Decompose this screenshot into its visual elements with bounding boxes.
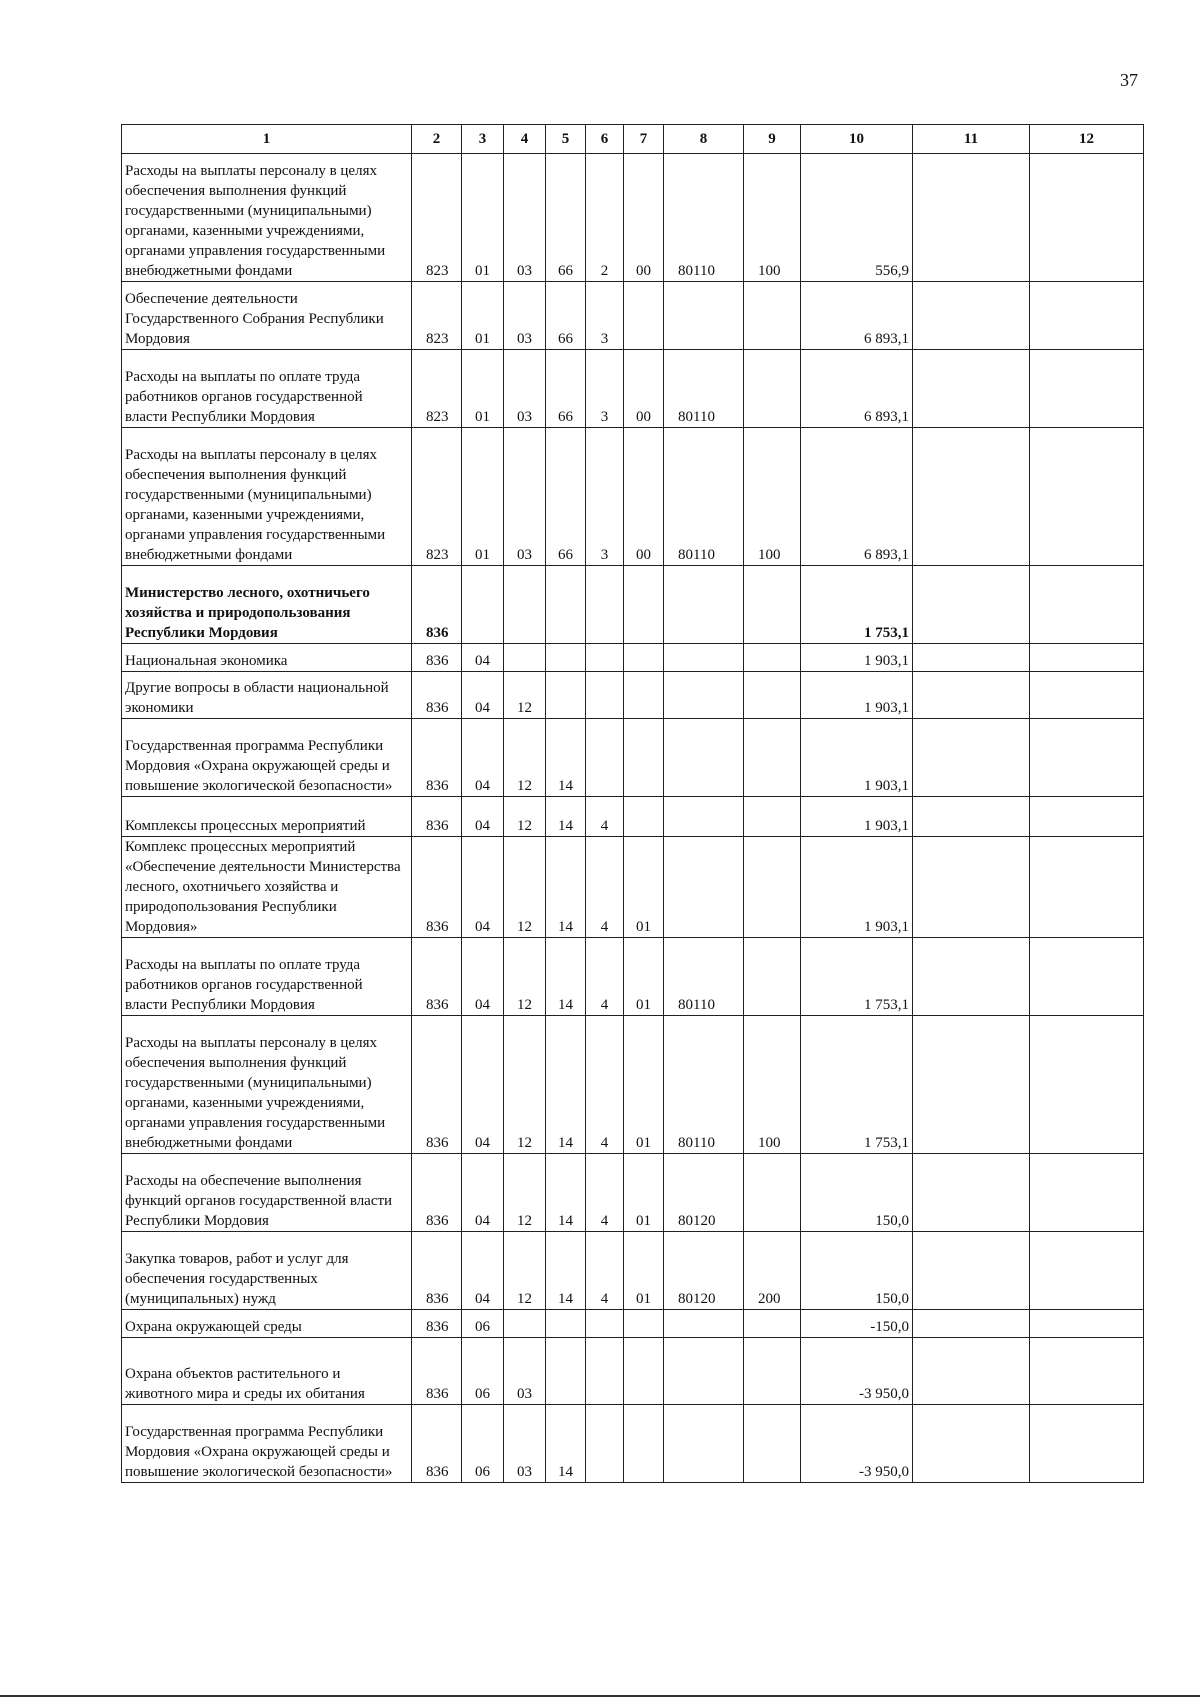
- row-label: Расходы на обеспечение выполнения функций органов государственной власти Республики Мордовия: [122, 1154, 412, 1232]
- table-row: [122, 1310, 1144, 1338]
- code-event: [624, 1338, 664, 1405]
- col-11: [913, 1338, 1030, 1405]
- code-expense-type: [744, 938, 801, 1016]
- row-label: Расходы на выплаты по оплате труда работников органов государственной власти Республики Мордовия: [122, 938, 412, 1016]
- code-chief-admin: 836: [412, 1232, 462, 1310]
- code-event: 01: [624, 938, 664, 1016]
- col-12: [1030, 672, 1144, 719]
- code-direction: [664, 644, 744, 672]
- code-subprogram: 4: [586, 938, 624, 1016]
- col-11: [913, 428, 1030, 566]
- table-row: [122, 672, 1144, 719]
- code-program: 66: [546, 154, 586, 282]
- col-12: [1030, 428, 1144, 566]
- code-subsection: 12: [504, 1232, 546, 1310]
- code-expense-type: 200: [744, 1232, 801, 1310]
- col-11: [913, 837, 1030, 938]
- code-chief-admin: 823: [412, 350, 462, 428]
- table-row: [122, 938, 1144, 1016]
- code-program: 14: [546, 837, 586, 938]
- amount: 1 753,1: [801, 566, 913, 644]
- table-row: [122, 350, 1144, 428]
- code-program: 14: [546, 797, 586, 837]
- code-event: 00: [624, 428, 664, 566]
- code-event: [624, 644, 664, 672]
- code-subprogram: [586, 566, 624, 644]
- code-program: [546, 644, 586, 672]
- code-direction: [664, 797, 744, 837]
- amount: -3 950,0: [801, 1338, 913, 1405]
- amount: 1 903,1: [801, 644, 913, 672]
- col-12: [1030, 1405, 1144, 1483]
- code-subprogram: [586, 1338, 624, 1405]
- header-cell: 8: [664, 125, 744, 154]
- code-program: 66: [546, 350, 586, 428]
- code-chief-admin: 836: [412, 566, 462, 644]
- code-section: 04: [462, 1016, 504, 1154]
- code-expense-type: [744, 797, 801, 837]
- code-chief-admin: 836: [412, 644, 462, 672]
- row-label: Государственная программа Республики Мордовия «Охрана окружающей среды и повышение экологической безопасности»: [122, 1405, 412, 1483]
- col-11: [913, 282, 1030, 350]
- code-expense-type: 100: [744, 428, 801, 566]
- col-12: [1030, 1310, 1144, 1338]
- code-subsection: 03: [504, 428, 546, 566]
- col-12: [1030, 719, 1144, 797]
- code-event: 01: [624, 1016, 664, 1154]
- table-row: [122, 154, 1144, 282]
- col-11: [913, 644, 1030, 672]
- code-direction: 80110: [664, 154, 744, 282]
- col-12: [1030, 350, 1144, 428]
- row-label: Государственная программа Республики Мордовия «Охрана окружающей среды и повышение экологической безопасности»: [122, 719, 412, 797]
- col-11: [913, 1016, 1030, 1154]
- code-direction: 80110: [664, 938, 744, 1016]
- code-program: 14: [546, 1232, 586, 1310]
- code-program: 14: [546, 1405, 586, 1483]
- col-12: [1030, 1016, 1144, 1154]
- col-11: [913, 566, 1030, 644]
- code-program: 14: [546, 1154, 586, 1232]
- code-direction: [664, 719, 744, 797]
- row-label: Обеспечение деятельности Государственного Собрания Республики Мордовия: [122, 282, 412, 350]
- code-direction: [664, 1338, 744, 1405]
- code-subsection: 03: [504, 1405, 546, 1483]
- col-12: [1030, 282, 1144, 350]
- amount: 1 903,1: [801, 719, 913, 797]
- amount: 1 903,1: [801, 797, 913, 837]
- code-subprogram: 4: [586, 1154, 624, 1232]
- code-expense-type: [744, 672, 801, 719]
- col-12: [1030, 644, 1144, 672]
- row-label: Охрана объектов растительного и животного мира и среды их обитания: [122, 1338, 412, 1405]
- code-subprogram: 4: [586, 1232, 624, 1310]
- row-label: Расходы на выплаты персоналу в целях обеспечения выполнения функций государственными (муниципальными) органами, казенными учреждениями, органами управления государственными внебюджетными фондами: [122, 154, 412, 282]
- row-label: Комплекс процессных мероприятий «Обеспечение деятельности Министерства лесного, охотничьего хозяйства и природопользования Республики Мордовия»: [122, 837, 412, 938]
- code-chief-admin: 836: [412, 1310, 462, 1338]
- code-section: [462, 566, 504, 644]
- table-row: [122, 1016, 1144, 1154]
- amount: 6 893,1: [801, 350, 913, 428]
- code-event: [624, 566, 664, 644]
- code-section: 04: [462, 719, 504, 797]
- table-row: [122, 1405, 1144, 1483]
- code-subprogram: 4: [586, 837, 624, 938]
- code-event: 01: [624, 1232, 664, 1310]
- col-11: [913, 1232, 1030, 1310]
- code-event: 01: [624, 837, 664, 938]
- code-direction: 80110: [664, 1016, 744, 1154]
- code-section: 01: [462, 350, 504, 428]
- row-label: Закупка товаров, работ и услуг для обеспечения государственных (муниципальных) нужд: [122, 1232, 412, 1310]
- code-program: [546, 1338, 586, 1405]
- table-row: [122, 1338, 1144, 1405]
- header-row: [122, 125, 1144, 154]
- scan-edge-line: [0, 1695, 1200, 1697]
- amount: 1 903,1: [801, 837, 913, 938]
- code-subprogram: 3: [586, 428, 624, 566]
- code-event: 01: [624, 1154, 664, 1232]
- code-event: [624, 797, 664, 837]
- code-subsection: 12: [504, 837, 546, 938]
- code-chief-admin: 836: [412, 1405, 462, 1483]
- row-label: Министерство лесного, охотничьего хозяйства и природопользования Республики Мордовия: [122, 566, 412, 644]
- code-section: 06: [462, 1310, 504, 1338]
- code-subprogram: 3: [586, 350, 624, 428]
- code-expense-type: [744, 1154, 801, 1232]
- code-subsection: 03: [504, 282, 546, 350]
- code-direction: [664, 1405, 744, 1483]
- code-program: [546, 566, 586, 644]
- code-direction: [664, 1310, 744, 1338]
- code-event: [624, 1405, 664, 1483]
- code-expense-type: [744, 282, 801, 350]
- code-subsection: 03: [504, 350, 546, 428]
- header-cell: 12: [1030, 125, 1144, 154]
- col-12: [1030, 1154, 1144, 1232]
- code-chief-admin: 836: [412, 719, 462, 797]
- col-12: [1030, 1338, 1144, 1405]
- code-event: [624, 282, 664, 350]
- code-program: 66: [546, 282, 586, 350]
- table-row: [122, 1154, 1144, 1232]
- code-expense-type: [744, 644, 801, 672]
- code-direction: 80110: [664, 428, 744, 566]
- col-11: [913, 719, 1030, 797]
- code-direction: [664, 837, 744, 938]
- code-event: [624, 672, 664, 719]
- budget-table: [121, 124, 1144, 1483]
- amount: 150,0: [801, 1232, 913, 1310]
- code-subsection: [504, 566, 546, 644]
- amount: -150,0: [801, 1310, 913, 1338]
- code-event: [624, 719, 664, 797]
- code-chief-admin: 836: [412, 797, 462, 837]
- code-direction: [664, 282, 744, 350]
- code-subsection: 12: [504, 797, 546, 837]
- header-cell: 4: [504, 125, 546, 154]
- code-subsection: 03: [504, 154, 546, 282]
- code-subsection: [504, 644, 546, 672]
- col-12: [1030, 1232, 1144, 1310]
- col-11: [913, 797, 1030, 837]
- code-event: 00: [624, 350, 664, 428]
- code-subprogram: 3: [586, 282, 624, 350]
- header-cell: 5: [546, 125, 586, 154]
- col-12: [1030, 797, 1144, 837]
- table-row: [122, 644, 1144, 672]
- code-program: [546, 672, 586, 719]
- amount: 150,0: [801, 1154, 913, 1232]
- page-number: 37: [1120, 70, 1138, 90]
- code-section: 01: [462, 428, 504, 566]
- code-subprogram: 4: [586, 797, 624, 837]
- code-subprogram: [586, 719, 624, 797]
- code-subsection: 12: [504, 1016, 546, 1154]
- code-subsection: 12: [504, 1154, 546, 1232]
- code-section: 01: [462, 154, 504, 282]
- col-12: [1030, 837, 1144, 938]
- code-chief-admin: 836: [412, 672, 462, 719]
- row-label: Комплексы процессных мероприятий: [122, 797, 412, 837]
- code-chief-admin: 823: [412, 154, 462, 282]
- row-label: Национальная экономика: [122, 644, 412, 672]
- header-cell: 11: [913, 125, 1030, 154]
- table-row: [122, 719, 1144, 797]
- code-section: 04: [462, 672, 504, 719]
- table-row: [122, 428, 1144, 566]
- col-11: [913, 1154, 1030, 1232]
- code-expense-type: 100: [744, 1016, 801, 1154]
- code-program: 14: [546, 938, 586, 1016]
- code-expense-type: [744, 1310, 801, 1338]
- col-12: [1030, 154, 1144, 282]
- code-subprogram: [586, 1310, 624, 1338]
- code-expense-type: 100: [744, 154, 801, 282]
- code-chief-admin: 836: [412, 837, 462, 938]
- code-section: 04: [462, 1154, 504, 1232]
- code-expense-type: [744, 837, 801, 938]
- amount: 6 893,1: [801, 428, 913, 566]
- header-cell: 1: [122, 125, 412, 154]
- code-expense-type: [744, 1338, 801, 1405]
- code-chief-admin: 836: [412, 938, 462, 1016]
- code-chief-admin: 823: [412, 282, 462, 350]
- amount: 556,9: [801, 154, 913, 282]
- code-program: 14: [546, 719, 586, 797]
- code-section: 01: [462, 282, 504, 350]
- code-program: [546, 1310, 586, 1338]
- header-cell: 10: [801, 125, 913, 154]
- code-section: 04: [462, 938, 504, 1016]
- code-event: 00: [624, 154, 664, 282]
- code-direction: [664, 566, 744, 644]
- code-subsection: 12: [504, 719, 546, 797]
- row-label: Охрана окружающей среды: [122, 1310, 412, 1338]
- code-section: 06: [462, 1338, 504, 1405]
- code-section: 04: [462, 1232, 504, 1310]
- header-cell: 6: [586, 125, 624, 154]
- row-label: Другие вопросы в области национальной экономики: [122, 672, 412, 719]
- col-11: [913, 1405, 1030, 1483]
- row-label: Расходы на выплаты персоналу в целях обеспечения выполнения функций государственными (муниципальными) органами, казенными учреждениями, органами управления государственными внебюджетными фондами: [122, 428, 412, 566]
- code-subprogram: 2: [586, 154, 624, 282]
- col-11: [913, 938, 1030, 1016]
- code-expense-type: [744, 566, 801, 644]
- amount: 1 903,1: [801, 672, 913, 719]
- code-section: 04: [462, 797, 504, 837]
- code-direction: 80110: [664, 350, 744, 428]
- col-11: [913, 154, 1030, 282]
- code-subsection: 12: [504, 672, 546, 719]
- code-section: 04: [462, 837, 504, 938]
- table-row: [122, 282, 1144, 350]
- table-row: [122, 797, 1144, 837]
- row-label: Расходы на выплаты персоналу в целях обеспечения выполнения функций государственными (муниципальными) органами, казенными учреждениями, органами управления государственными внебюджетными фондами: [122, 1016, 412, 1154]
- code-expense-type: [744, 350, 801, 428]
- code-subprogram: [586, 1405, 624, 1483]
- code-subprogram: 4: [586, 1016, 624, 1154]
- code-subsection: 12: [504, 938, 546, 1016]
- code-direction: 80120: [664, 1154, 744, 1232]
- code-expense-type: [744, 719, 801, 797]
- code-chief-admin: 823: [412, 428, 462, 566]
- code-section: 04: [462, 644, 504, 672]
- code-subsection: [504, 1310, 546, 1338]
- col-11: [913, 350, 1030, 428]
- row-label: Расходы на выплаты по оплате труда работников органов государственной власти Республики Мордовия: [122, 350, 412, 428]
- header-cell: 7: [624, 125, 664, 154]
- code-chief-admin: 836: [412, 1154, 462, 1232]
- header-cell: 3: [462, 125, 504, 154]
- code-chief-admin: 836: [412, 1338, 462, 1405]
- col-11: [913, 672, 1030, 719]
- code-expense-type: [744, 1405, 801, 1483]
- amount: 1 753,1: [801, 938, 913, 1016]
- code-subprogram: [586, 672, 624, 719]
- code-direction: [664, 672, 744, 719]
- table-row: [122, 566, 1144, 644]
- code-direction: 80120: [664, 1232, 744, 1310]
- code-section: 06: [462, 1405, 504, 1483]
- table-body: [122, 154, 1144, 1483]
- header-cell: 9: [744, 125, 801, 154]
- col-11: [913, 1310, 1030, 1338]
- col-12: [1030, 566, 1144, 644]
- amount: -3 950,0: [801, 1405, 913, 1483]
- amount: 1 753,1: [801, 1016, 913, 1154]
- table-row: [122, 1232, 1144, 1310]
- header-cell: 2: [412, 125, 462, 154]
- code-chief-admin: 836: [412, 1016, 462, 1154]
- code-subsection: 03: [504, 1338, 546, 1405]
- code-subprogram: [586, 644, 624, 672]
- col-12: [1030, 938, 1144, 1016]
- table-row: [122, 837, 1144, 938]
- code-program: 66: [546, 428, 586, 566]
- code-event: [624, 1310, 664, 1338]
- amount: 6 893,1: [801, 282, 913, 350]
- code-program: 14: [546, 1016, 586, 1154]
